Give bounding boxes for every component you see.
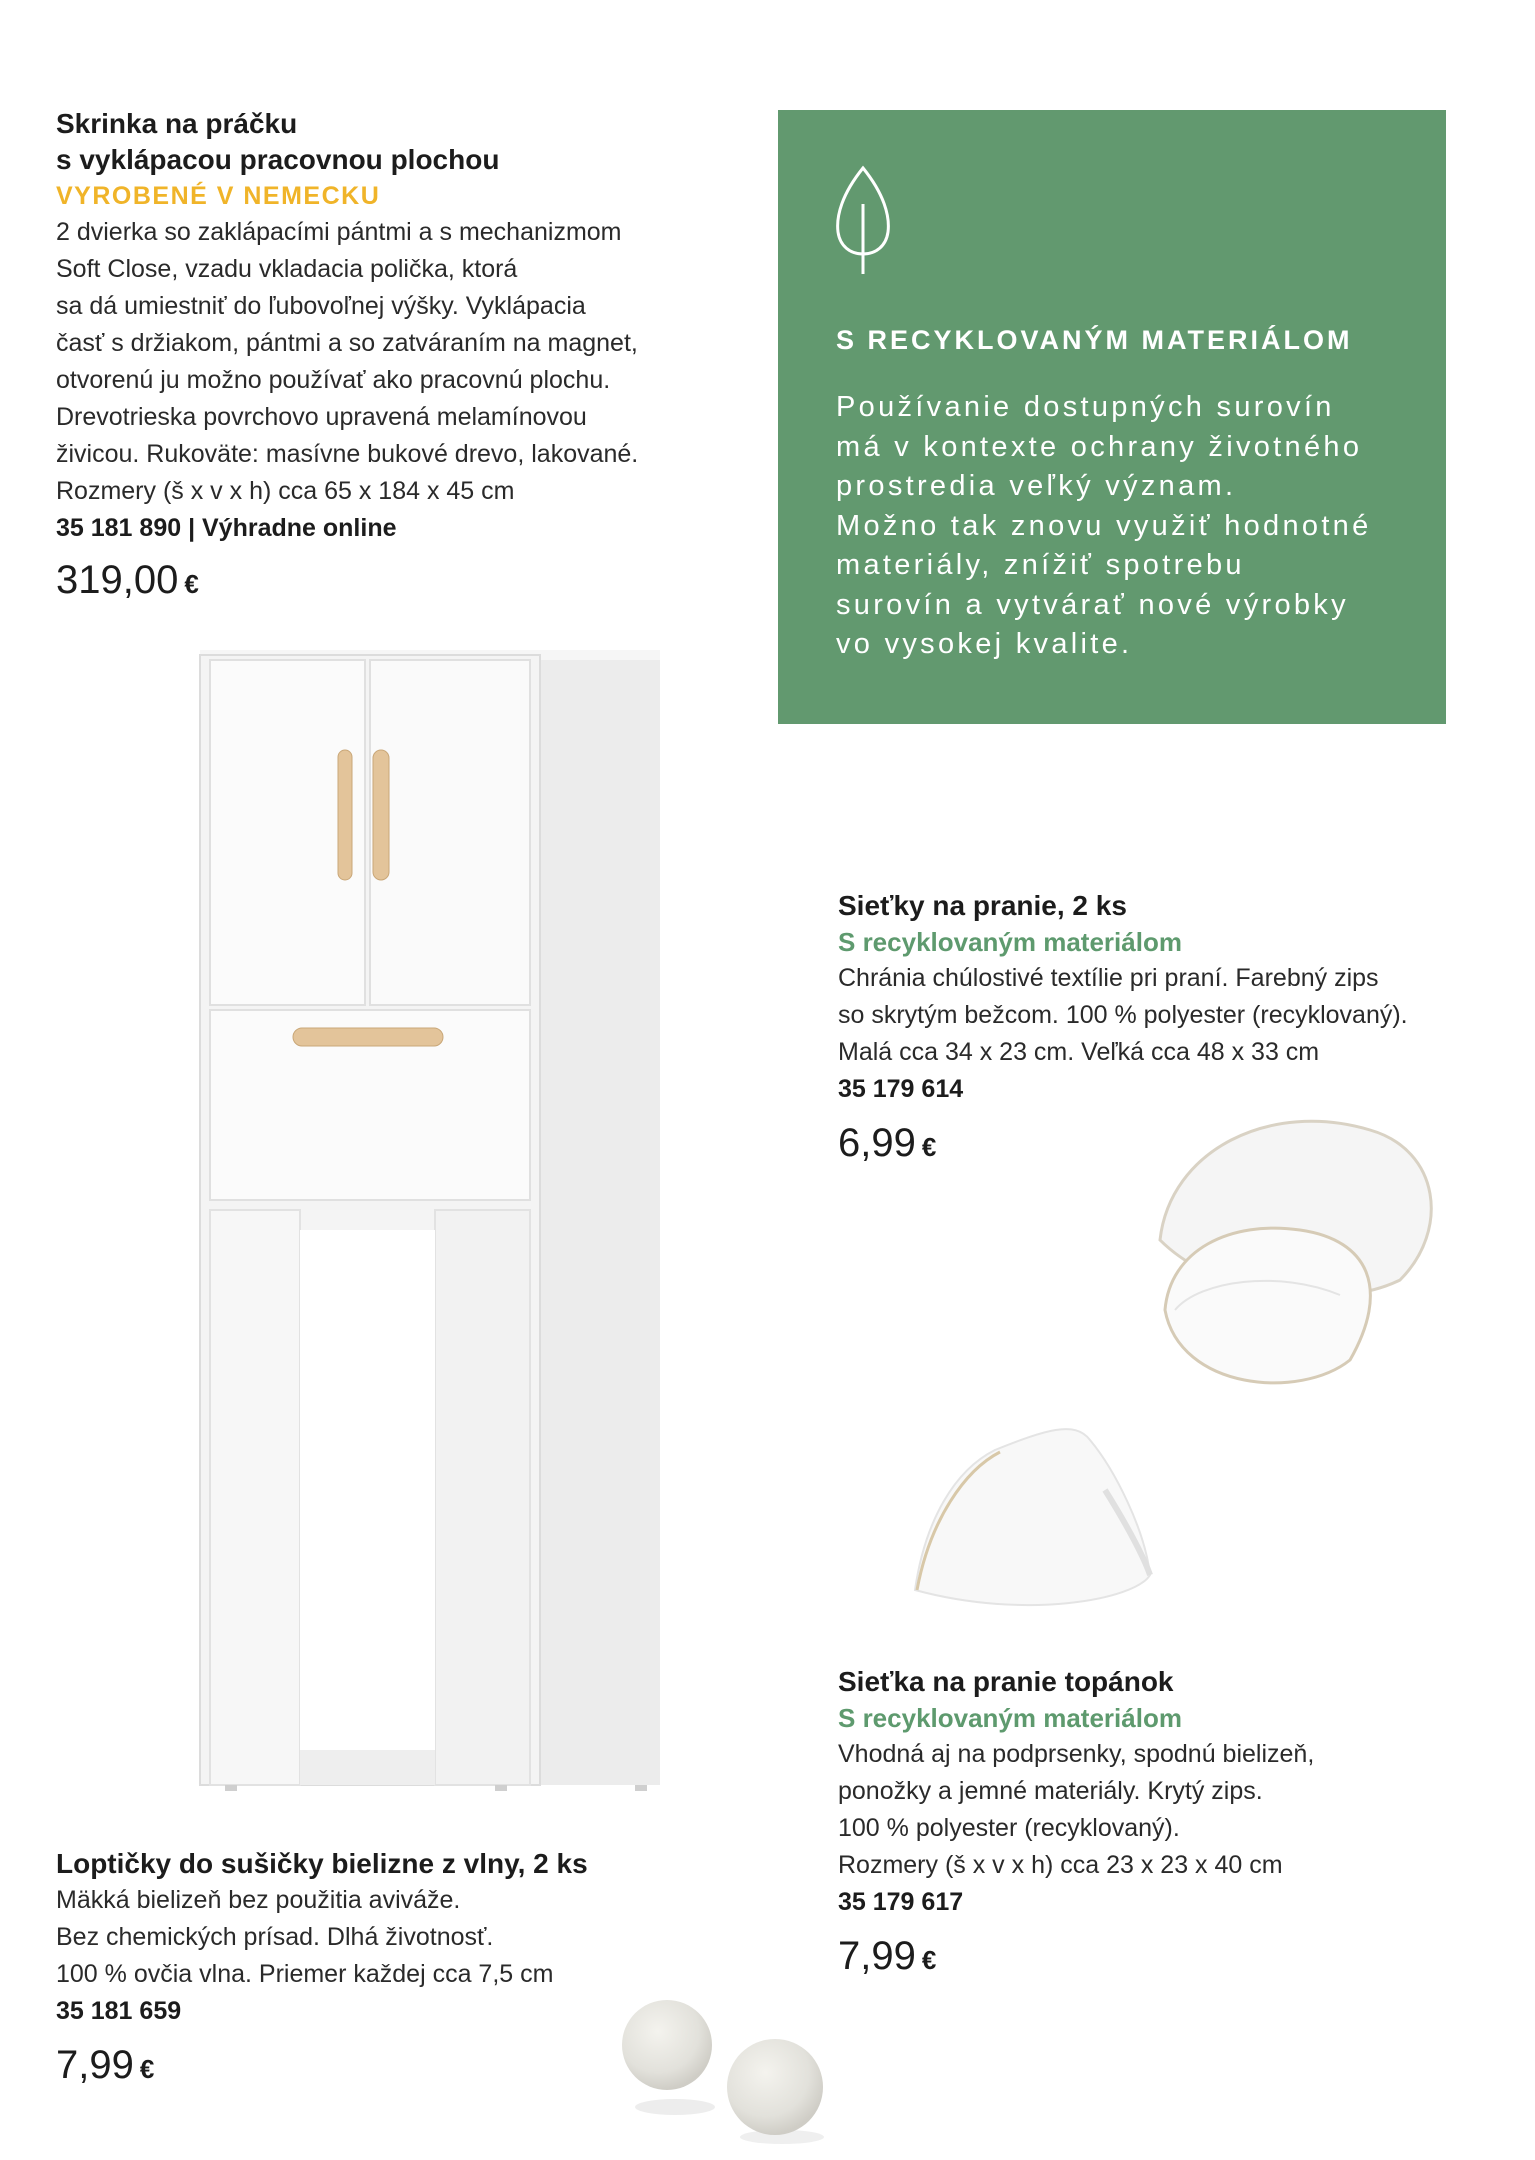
nets-price-value: 6,99 <box>838 1121 916 1165</box>
cabinet-title <box>56 106 736 178</box>
shoe-net-image <box>905 1410 1165 1630</box>
nets-desc-line: Chránia chúlostivé textílie pri praní. Farebný zips <box>838 964 1379 992</box>
cabinet-price-value: 319,00 <box>56 558 179 602</box>
balls-description <box>56 1882 756 1993</box>
shoe-net-article-code: 35 179 617 <box>838 1888 964 1916</box>
balls-title: Loptičky do sušičky bielizne z vlny, 2 ks <box>56 1848 588 1879</box>
nets-desc-line: so skrytým bežcom. 100 % polyester (recyklovaný). <box>838 1001 1408 1029</box>
recycled-box-line: Používanie dostupných surovín <box>836 391 1335 423</box>
dryer-balls-image <box>615 1985 835 2145</box>
shoe-net-title: Sieťka na pranie topánok <box>838 1666 1174 1697</box>
made-in-germany-label: VYROBENÉ V NEMECKU <box>56 182 381 210</box>
nets-article-code: 35 179 614 <box>838 1075 964 1103</box>
laundry-nets-image <box>1140 1110 1460 1410</box>
cabinet-desc-line: sa dá umiestniť do ľubovoľnej výšky. Vyklápacia <box>56 292 586 320</box>
balls-price-value: 7,99 <box>56 2043 134 2087</box>
nets-title: Sieťky na pranie, 2 ks <box>838 890 1127 921</box>
recycled-material-box <box>778 110 1446 724</box>
balls-price-currency: € <box>139 2054 155 2084</box>
nets-price-currency: € <box>921 1132 937 1162</box>
balls-article-code: 35 181 659 <box>56 1997 182 2025</box>
leaf-icon <box>832 164 894 276</box>
recycled-box-line: má v kontexte ochrany životného <box>836 430 1363 463</box>
recycled-box-title: S RECYKLOVANÝM MATERIÁLOM <box>836 325 1353 355</box>
nets-recycled-label: S recyklovaným materiálom <box>838 927 1182 957</box>
recycled-box-line: vo vysokej kvalite. <box>836 628 1133 660</box>
cabinet-image <box>195 640 675 1800</box>
shoe-net-price <box>838 1931 1498 1985</box>
recycled-box-text <box>836 388 1372 665</box>
cabinet-description <box>56 214 736 510</box>
recycled-box-line: materiály, znížiť spotrebu <box>836 549 1245 581</box>
cabinet-desc-line: časť s držiakom, pántmi a so zatváraním na magnet, <box>56 329 638 357</box>
shoe-net-text-block <box>838 1664 1498 1985</box>
balls-desc-line: 100 % ovčia vlna. Priemer každej cca 7,5 cm <box>56 1960 554 1988</box>
recycled-box-line: surovín a vytvárať nové výrobky <box>836 588 1349 621</box>
recycled-box-line: prostredia veľký význam. <box>836 470 1237 502</box>
cabinet-price <box>56 555 736 609</box>
cabinet-price-currency: € <box>184 569 199 599</box>
cabinet-desc-line: živicou. Rukoväte: masívne bukové drevo, lakované. <box>56 440 639 468</box>
shoe-net-description <box>838 1736 1498 1884</box>
shoe-net-desc-line: 100 % polyester (recyklovaný). <box>838 1814 1180 1842</box>
cabinet-desc-line: otvorenú ju možno používať ako pracovnú plochu. <box>56 366 611 394</box>
cabinet-title-line: Skrinka na práčku <box>56 108 298 139</box>
cabinet-text-block <box>56 106 736 609</box>
shoe-net-price-value: 7,99 <box>838 1934 916 1978</box>
cabinet-title-line: s vyklápacou pracovnou plochou <box>56 144 500 175</box>
cabinet-desc-line: Drevotrieska povrchovo upravená melamínovou <box>56 403 587 431</box>
shoe-net-price-currency: € <box>921 1945 937 1975</box>
cabinet-desc-line: Soft Close, vzadu vkladacia polička, ktorá <box>56 255 518 283</box>
shoe-net-desc-line: Rozmery (š x v x h) cca 23 x 23 x 40 cm <box>838 1851 1283 1879</box>
recycled-box-line: Možno tak znovu využiť hodnotné <box>836 509 1372 542</box>
balls-desc-line: Bez chemických prísad. Dlhá životnosť. <box>56 1923 494 1951</box>
shoe-net-recycled-label: S recyklovaným materiálom <box>838 1703 1182 1733</box>
nets-desc-line: Malá cca 34 x 23 cm. Veľká cca 48 x 33 cm <box>838 1038 1320 1066</box>
cabinet-desc-line: Rozmery (š x v x h) cca 65 x 184 x 45 cm <box>56 477 515 505</box>
nets-description <box>838 960 1498 1071</box>
shoe-net-desc-line: Vhodná aj na podprsenky, spodnú bielizeň, <box>838 1740 1315 1768</box>
balls-desc-line: Mäkká bielizeň bez použitia aviváže. <box>56 1886 461 1914</box>
cabinet-desc-line: 2 dvierka so zaklápacími pántmi a s mechanizmom <box>56 218 622 246</box>
shoe-net-desc-line: ponožky a jemné materiály. Krytý zips. <box>838 1777 1263 1805</box>
cabinet-article-code: 35 181 890 | Výhradne online <box>56 514 397 542</box>
